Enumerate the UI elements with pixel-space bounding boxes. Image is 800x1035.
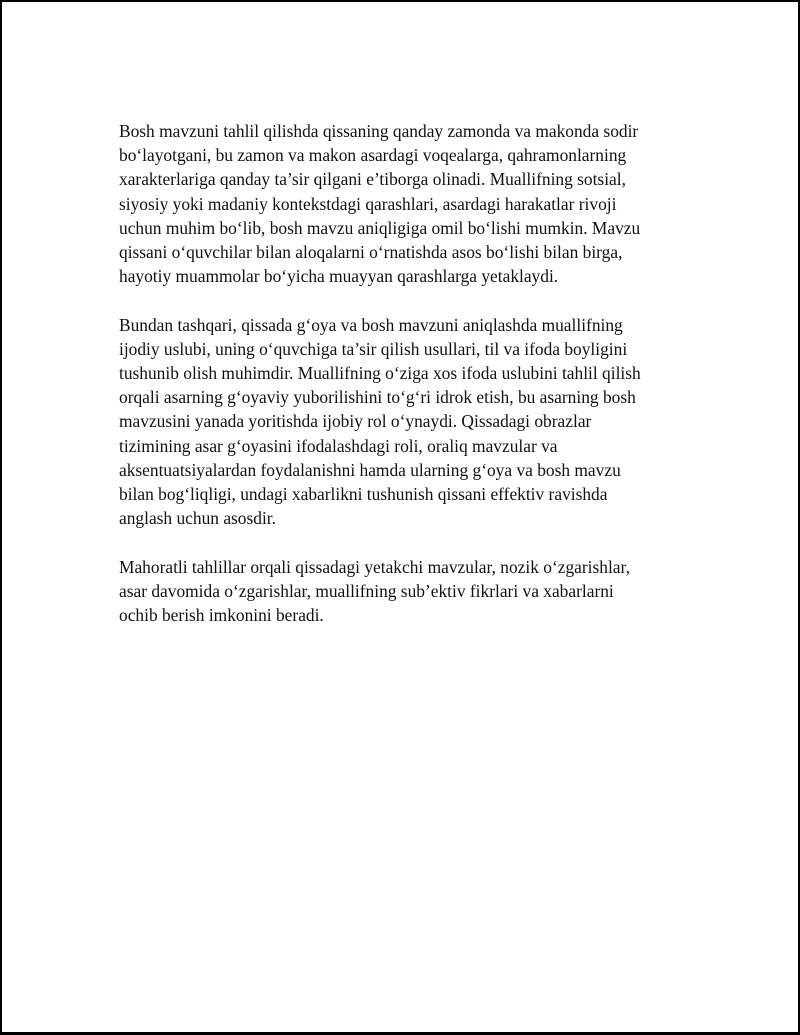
paragraph-3: Mahoratli tahlillar orqali qissadagi yetakchi mavzular, nozik o‘zgarishlar, asar davomida o‘zgarishlar, muallifning sub’ektiv fikrlari va xabarlarni ochib berish imkonini beradi. (119, 556, 630, 626)
paragraph-1: Bosh mavzuni tahlil qilishda qissaning qanday zamonda va makonda sodir bo‘layotgani, bu zamon va makon asardagi voqealarga, qahramonlarning xarakterlariga qanday ta’sir qilgani e’tiborga olinadi. Muallifning sotsial, siyosiy yoki madaniy kontekstdagi qarashlari, asardagi harakatlar rivoji uchun muhim bo‘lib, bosh mavzu aniqligiga omil bo‘lishi mumkin. Mavzu qissani o‘quvchilar bilan aloqalarni o‘rnatishda asos bo‘lishi bilan birga, hayotiy muammolar bo‘yicha muayyan qarashlarga yetaklaydi. (119, 121, 641, 287)
paragraph-2: Bundan tashqari, qissada g‘oya va bosh mavzuni aniqlashda muallifning ijodiy uslubi, uning o‘quvchiga ta’sir qilish usullari, til va ifoda boyligini tushunib olish muhimdir. Muallifning o‘ziga xos ifoda uslubini tahlil qilish orqali asarning g‘oyaviy yuborilishini to‘g‘ri idrok etish, bu asarning bosh mavzusini yanada yoritishda ijobiy rol o‘ynaydi. Qissadagi obrazlar tizimining asar g‘oyasini ifodalashdagi roli, oraliq mavzular va aksentuatsiyalardan foydalanishni hamda ularning g‘oya va bosh mavzu bilan bog‘liqligi, undagi xabarlikni tushunish qissani effektiv ravishda anglash uchun asosdir. (119, 314, 641, 529)
document-body (119, 119, 689, 651)
